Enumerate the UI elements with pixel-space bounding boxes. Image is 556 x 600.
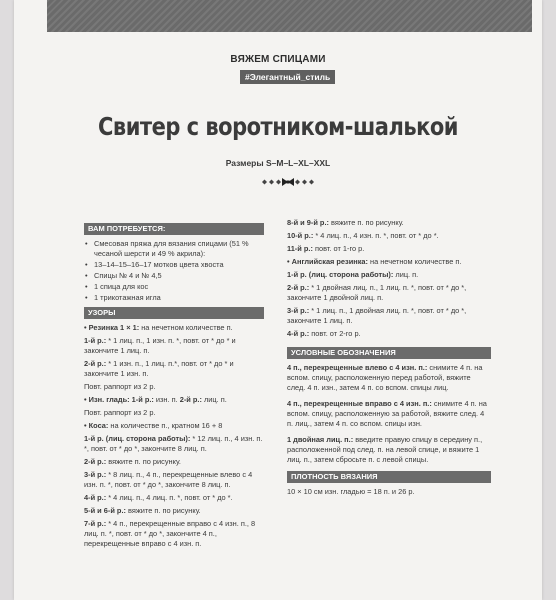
row-text: * 1 изн. п., 1 лиц. п.*, повт. от * до * и закончите 1 изн. п. — [84, 359, 234, 378]
cable-row-5-6 — [84, 506, 264, 516]
list-item: • 13–14–15–16–17 мотков цвета хвоста — [84, 260, 264, 270]
rib-row-1 — [84, 336, 264, 356]
cable-label: Коса: — [88, 421, 109, 430]
patterns-header: УЗОРЫ — [84, 307, 264, 319]
sizes-line: Размеры S–M–L–XL–XXL — [225, 158, 331, 168]
list-item: • Спицы № 4 и № 4,5 — [84, 271, 264, 281]
english-rib-row-2 — [287, 283, 491, 303]
row-label: 4-й р.: — [287, 329, 310, 338]
purl-heading — [84, 395, 264, 405]
gauge-header: ПЛОТНОСТЬ ВЯЗАНИЯ — [287, 471, 491, 483]
cable-row-8-9 — [287, 218, 491, 228]
bullet-icon: • — [84, 395, 89, 404]
list-item: • Смесовая пряжа для вязания спицами (51 % чесаной шерсти и 49 % акрила): — [84, 239, 264, 259]
rib-text: на нечетном количестве п. — [139, 323, 233, 332]
row-text: лиц. п. — [393, 270, 419, 279]
row-text: * 1 лиц. п., 1 изн. п. *, повт. от * до * и закончите 1 лиц. п. — [84, 336, 236, 355]
row-label: 1-й р. (лиц. сторона работы): — [287, 270, 394, 279]
legend-label: 1 двойная лиц. п.: — [287, 435, 354, 444]
english-rib-row-4 — [287, 329, 491, 339]
row-text: лиц. п. — [201, 395, 227, 404]
right-column — [287, 218, 491, 500]
rib-label: Резинка 1 × 1: — [88, 323, 140, 332]
legend-item-double-knit — [287, 435, 491, 465]
list-item: • 1 трикотажная игла — [84, 293, 264, 303]
row-text: * 12 лиц. п., 4 изн. п. *, повт. от * до *, закончите 8 лиц. п. — [84, 434, 263, 453]
row-text: * 4 лиц. п., 4 изн. п. *, повт. от * до *. — [313, 231, 439, 240]
materials-list — [84, 239, 264, 303]
row-text: вяжите п. по рисунку. — [125, 506, 201, 515]
row-label: 2-й р.: — [84, 457, 107, 466]
need-header: ВАМ ПОТРЕБУЕТСЯ: — [84, 223, 264, 235]
rib-row-2 — [84, 359, 264, 379]
english-rib-row-3 — [287, 306, 491, 326]
row-text: повт. от 1-го р. — [312, 244, 365, 253]
bullet-icon: • — [287, 257, 292, 266]
row-label: 10-й р.: — [287, 231, 314, 240]
row-label: 7-й р.: — [84, 519, 107, 528]
header-texture-band — [47, 0, 532, 32]
row-label: 2-й р.: — [179, 395, 202, 404]
purl-label: Изн. гладь: 1-й р.: — [88, 395, 154, 404]
list-item: • 1 спица для кос — [84, 282, 264, 292]
page-title: Свитер с воротником-шалькой — [98, 112, 458, 141]
row-label: 3-й р.: — [84, 470, 107, 479]
row-text: вяжите п. по рисунку. — [328, 218, 404, 227]
row-label: 11-й р.: — [287, 244, 313, 253]
english-rib-row-1 — [287, 270, 491, 280]
legend-text: снимите 4 п. на вспом. спицу, расположенную перед работой, вяжите след. 4 п. изн., затем 4 п. со вспом. спицы лиц. — [287, 363, 483, 392]
row-label: 5-й и 6-й р.: — [84, 506, 126, 515]
row-text: вяжите п. по рисунку. — [106, 457, 181, 466]
gauge-text: 10 × 10 см изн. гладью = 18 п. и 26 р. — [287, 487, 415, 496]
purl-repeat: Повт. раппорт из 2 р. — [84, 408, 156, 417]
row-label: 4-й р.: — [84, 493, 107, 502]
legend-text: введите правую спицу в середину п., расположенной под след. п. на левой спице, и вяжите 1 лиц. п., затем сбросьте п. с левой спицы. — [287, 435, 483, 464]
bow-ornament-icon — [258, 176, 318, 188]
row-text: * 4 лиц. п., 4 лиц. п. *, повт. от * до *. — [106, 493, 233, 502]
row-text: * 1 двойная лиц. п., 1 лиц. п. *, повт. от * до *, закончите 1 двойной лиц. п. — [287, 283, 467, 302]
english-rib-heading — [287, 257, 491, 267]
legend-header: УСЛОВНЫЕ ОБОЗНАЧЕНИЯ — [287, 347, 491, 359]
legend-label: 4 п., перекрещенные влево с 4 изн. п.: — [287, 363, 428, 372]
row-text: * 1 лиц. п., 1 двойная лиц. п. *, повт. от * до *, закончите 1 лиц. п. — [287, 306, 467, 325]
row-label: 8-й и 9-й р.: — [287, 218, 329, 227]
bullet-icon: • — [84, 421, 89, 430]
row-label: 2-й р.: — [84, 359, 107, 368]
legend-item-right-cross — [287, 399, 491, 429]
row-label: 3-й р.: — [287, 306, 310, 315]
legend-text: снимите 4 п. на вспом. спицу, расположенную за работой, вяжите след. 4 п. лиц., затем 4 п. со вспом. спицы изн. — [287, 399, 487, 428]
cable-row-7 — [84, 519, 264, 549]
rib-repeat: Повт. раппорт из 2 р. — [84, 382, 156, 391]
english-rib-text: на нечетном количестве п. — [368, 257, 462, 266]
row-label: 1-й р.: — [84, 336, 107, 345]
cable-row-4 — [84, 493, 264, 503]
cable-row-1 — [84, 434, 264, 454]
legend-item-left-cross — [287, 363, 491, 393]
cable-heading — [84, 421, 264, 431]
cable-row-11 — [287, 244, 491, 254]
cable-text: на количестве п., кратном 16 + 8 — [108, 421, 223, 430]
left-column — [84, 220, 264, 552]
row-text: * 4 п., перекрещенные вправо с 4 изн. п., 8 лиц. п. *, повт. от * до *, закончите 4 п., перекрещенные вправо с 4 изн. п. — [84, 519, 256, 548]
cable-row-2 — [84, 457, 264, 467]
row-text: * 8 лиц. п., 4 п., перекрещенные влево с 4 изн. п. *, повт. от * до *, закончите 8 лиц. п. — [84, 470, 253, 489]
purl-text: изн. п. — [153, 395, 180, 404]
hashtag-badge: #Элегантный_стиль — [240, 70, 335, 84]
row-label: 2-й р.: — [287, 283, 310, 292]
english-rib-label: Английская резинка: — [291, 257, 368, 266]
row-label: 1-й р. (лиц. сторона работы): — [84, 434, 191, 443]
row-text: повт. от 2-го р. — [309, 329, 361, 338]
legend-label: 4 п., перекрещенные вправо с 4 изн. п.: — [287, 399, 432, 408]
rib-heading — [84, 323, 264, 333]
cable-row-3 — [84, 470, 264, 490]
cable-row-10 — [287, 231, 491, 241]
bullet-icon: • — [84, 323, 89, 332]
rubric-title: ВЯЖЕМ СПИЦАМИ — [230, 54, 326, 65]
